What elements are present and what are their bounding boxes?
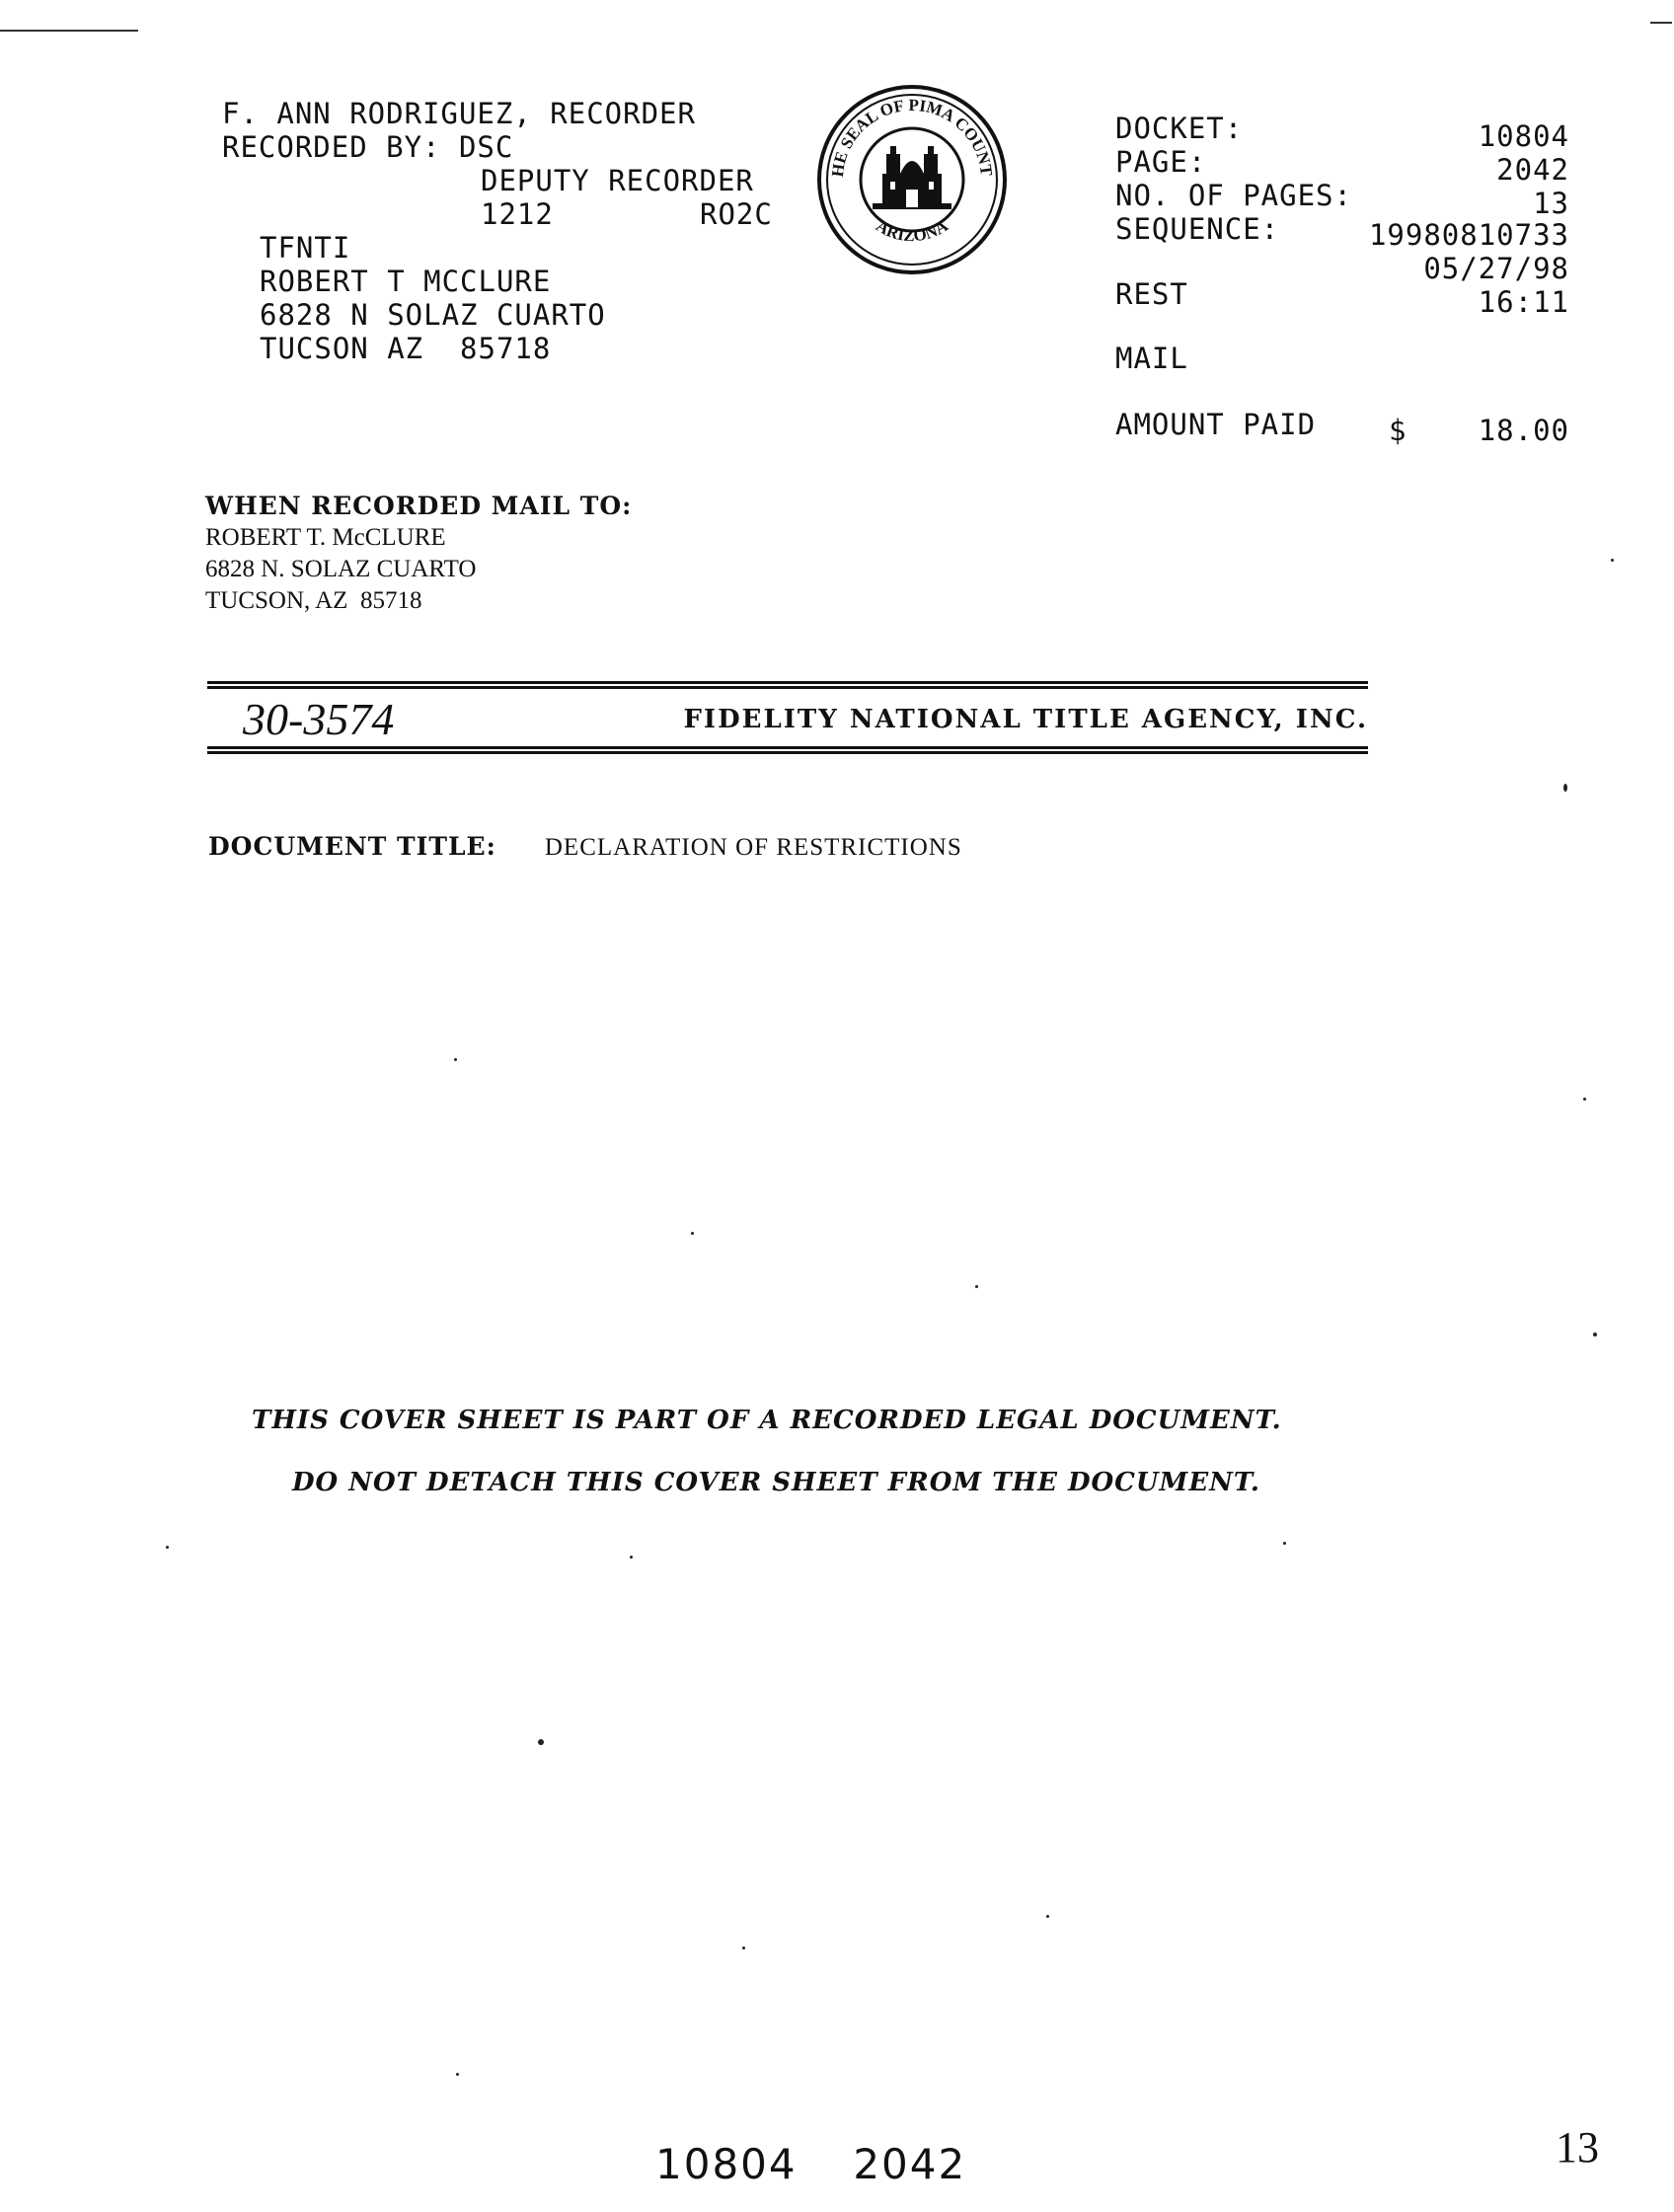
document-title-label: DOCUMENT TITLE:: [208, 832, 496, 861]
top-right-rule: [1650, 22, 1672, 24]
footer-stamp: [655, 2140, 966, 2188]
agency-bottom-rule: [207, 746, 1368, 754]
scan-speck: [1563, 784, 1567, 792]
recorder-addr-name: ROBERT T MCCLURE: [260, 265, 552, 298]
recorder-name: F. ANN RODRIGUEZ, RECORDER: [222, 97, 696, 130]
scan-speck: [1283, 1542, 1286, 1545]
footer-stamp-docket: 10804: [655, 2140, 798, 2188]
amount-value: 18.00: [1478, 414, 1569, 447]
agency-top-rule: [207, 681, 1368, 689]
recorder-block: [222, 97, 795, 365]
pages-label: NO. OF PAGES:: [1115, 179, 1352, 212]
handwritten-page-count: 13: [1556, 2123, 1599, 2172]
pages-value: 13: [1533, 187, 1569, 220]
page-label: PAGE:: [1115, 145, 1207, 179]
record-date: 05/27/98: [1423, 252, 1569, 285]
recorded-by: RECORDED BY: DSC: [222, 130, 514, 164]
seal-icon: [815, 83, 1009, 276]
recorder-codes: [222, 197, 795, 231]
scan-speck: [166, 1546, 169, 1549]
scan-speck: [742, 1946, 745, 1949]
seal-bottom-text: ARIZONA: [873, 215, 951, 246]
docket-value: 10804: [1478, 119, 1569, 153]
mail-to-name: ROBERT T. McCLURE: [205, 524, 446, 551]
scan-speck: [538, 1739, 544, 1745]
top-left-rule: [0, 30, 138, 32]
recorder-addr-street: 6828 N SOLAZ CUARTO: [260, 298, 606, 332]
amount-currency: $: [1389, 414, 1408, 447]
docket-label: DOCKET:: [1115, 112, 1244, 145]
scan-speck: [1593, 1333, 1597, 1336]
footer-stamp-page: 2042: [853, 2140, 967, 2188]
mail-to-block: [205, 491, 798, 617]
page-value: 2042: [1496, 153, 1569, 187]
scan-speck: [1046, 1915, 1049, 1918]
svg-text:ARIZONA: [873, 216, 951, 246]
agency-band: [207, 681, 1368, 760]
notice-line-2: DO NOT DETACH THIS COVER SHEET FROM THE DOCUMENT.: [292, 1468, 1260, 1497]
recorder-code-2: RO2C: [700, 197, 773, 231]
county-seal: [815, 83, 1009, 276]
scan-speck: [691, 1232, 694, 1235]
rest-label: REST: [1115, 277, 1188, 311]
scan-speck: [630, 1556, 633, 1559]
scan-speck: [1583, 1098, 1586, 1101]
recorder-tfnti: TFNTI: [260, 231, 351, 265]
handwritten-file-number: 30-3574: [243, 694, 395, 744]
mail-to-street: 6828 N. SOLAZ CUARTO: [205, 556, 477, 582]
notice-line-1: THIS COVER SHEET IS PART OF A RECORDED LEGAL DOCUMENT.: [252, 1406, 1282, 1435]
agency-name: FIDELITY NATIONAL TITLE AGENCY, INC.: [683, 705, 1368, 734]
mail-to-heading: WHEN RECORDED MAIL TO:: [205, 492, 633, 520]
mail-to-city: TUCSON, AZ 85718: [205, 587, 422, 614]
scan-speck: [1611, 559, 1614, 562]
scan-speck: [975, 1285, 978, 1288]
sequence-label: SEQUENCE:: [1115, 212, 1280, 246]
amount-label: AMOUNT PAID: [1115, 408, 1317, 441]
document-title-row: [208, 831, 1195, 864]
recorder-code-1: 1212: [481, 197, 554, 231]
sequence-value: 19980810733: [1368, 218, 1569, 252]
scan-speck: [456, 2073, 459, 2076]
document-title-value: DECLARATION OF RESTRICTIONS: [544, 834, 962, 861]
record-time: 16:11: [1478, 285, 1569, 319]
deputy-recorder: DEPUTY RECORDER: [481, 164, 754, 197]
docket-block: [1115, 112, 1569, 457]
seal-top-text: HE SEAL OF PIMA COUNT: [827, 95, 997, 179]
recorder-addr-city: TUCSON AZ 85718: [260, 332, 552, 365]
scan-speck: [454, 1058, 457, 1061]
mail-label: MAIL: [1115, 342, 1188, 375]
